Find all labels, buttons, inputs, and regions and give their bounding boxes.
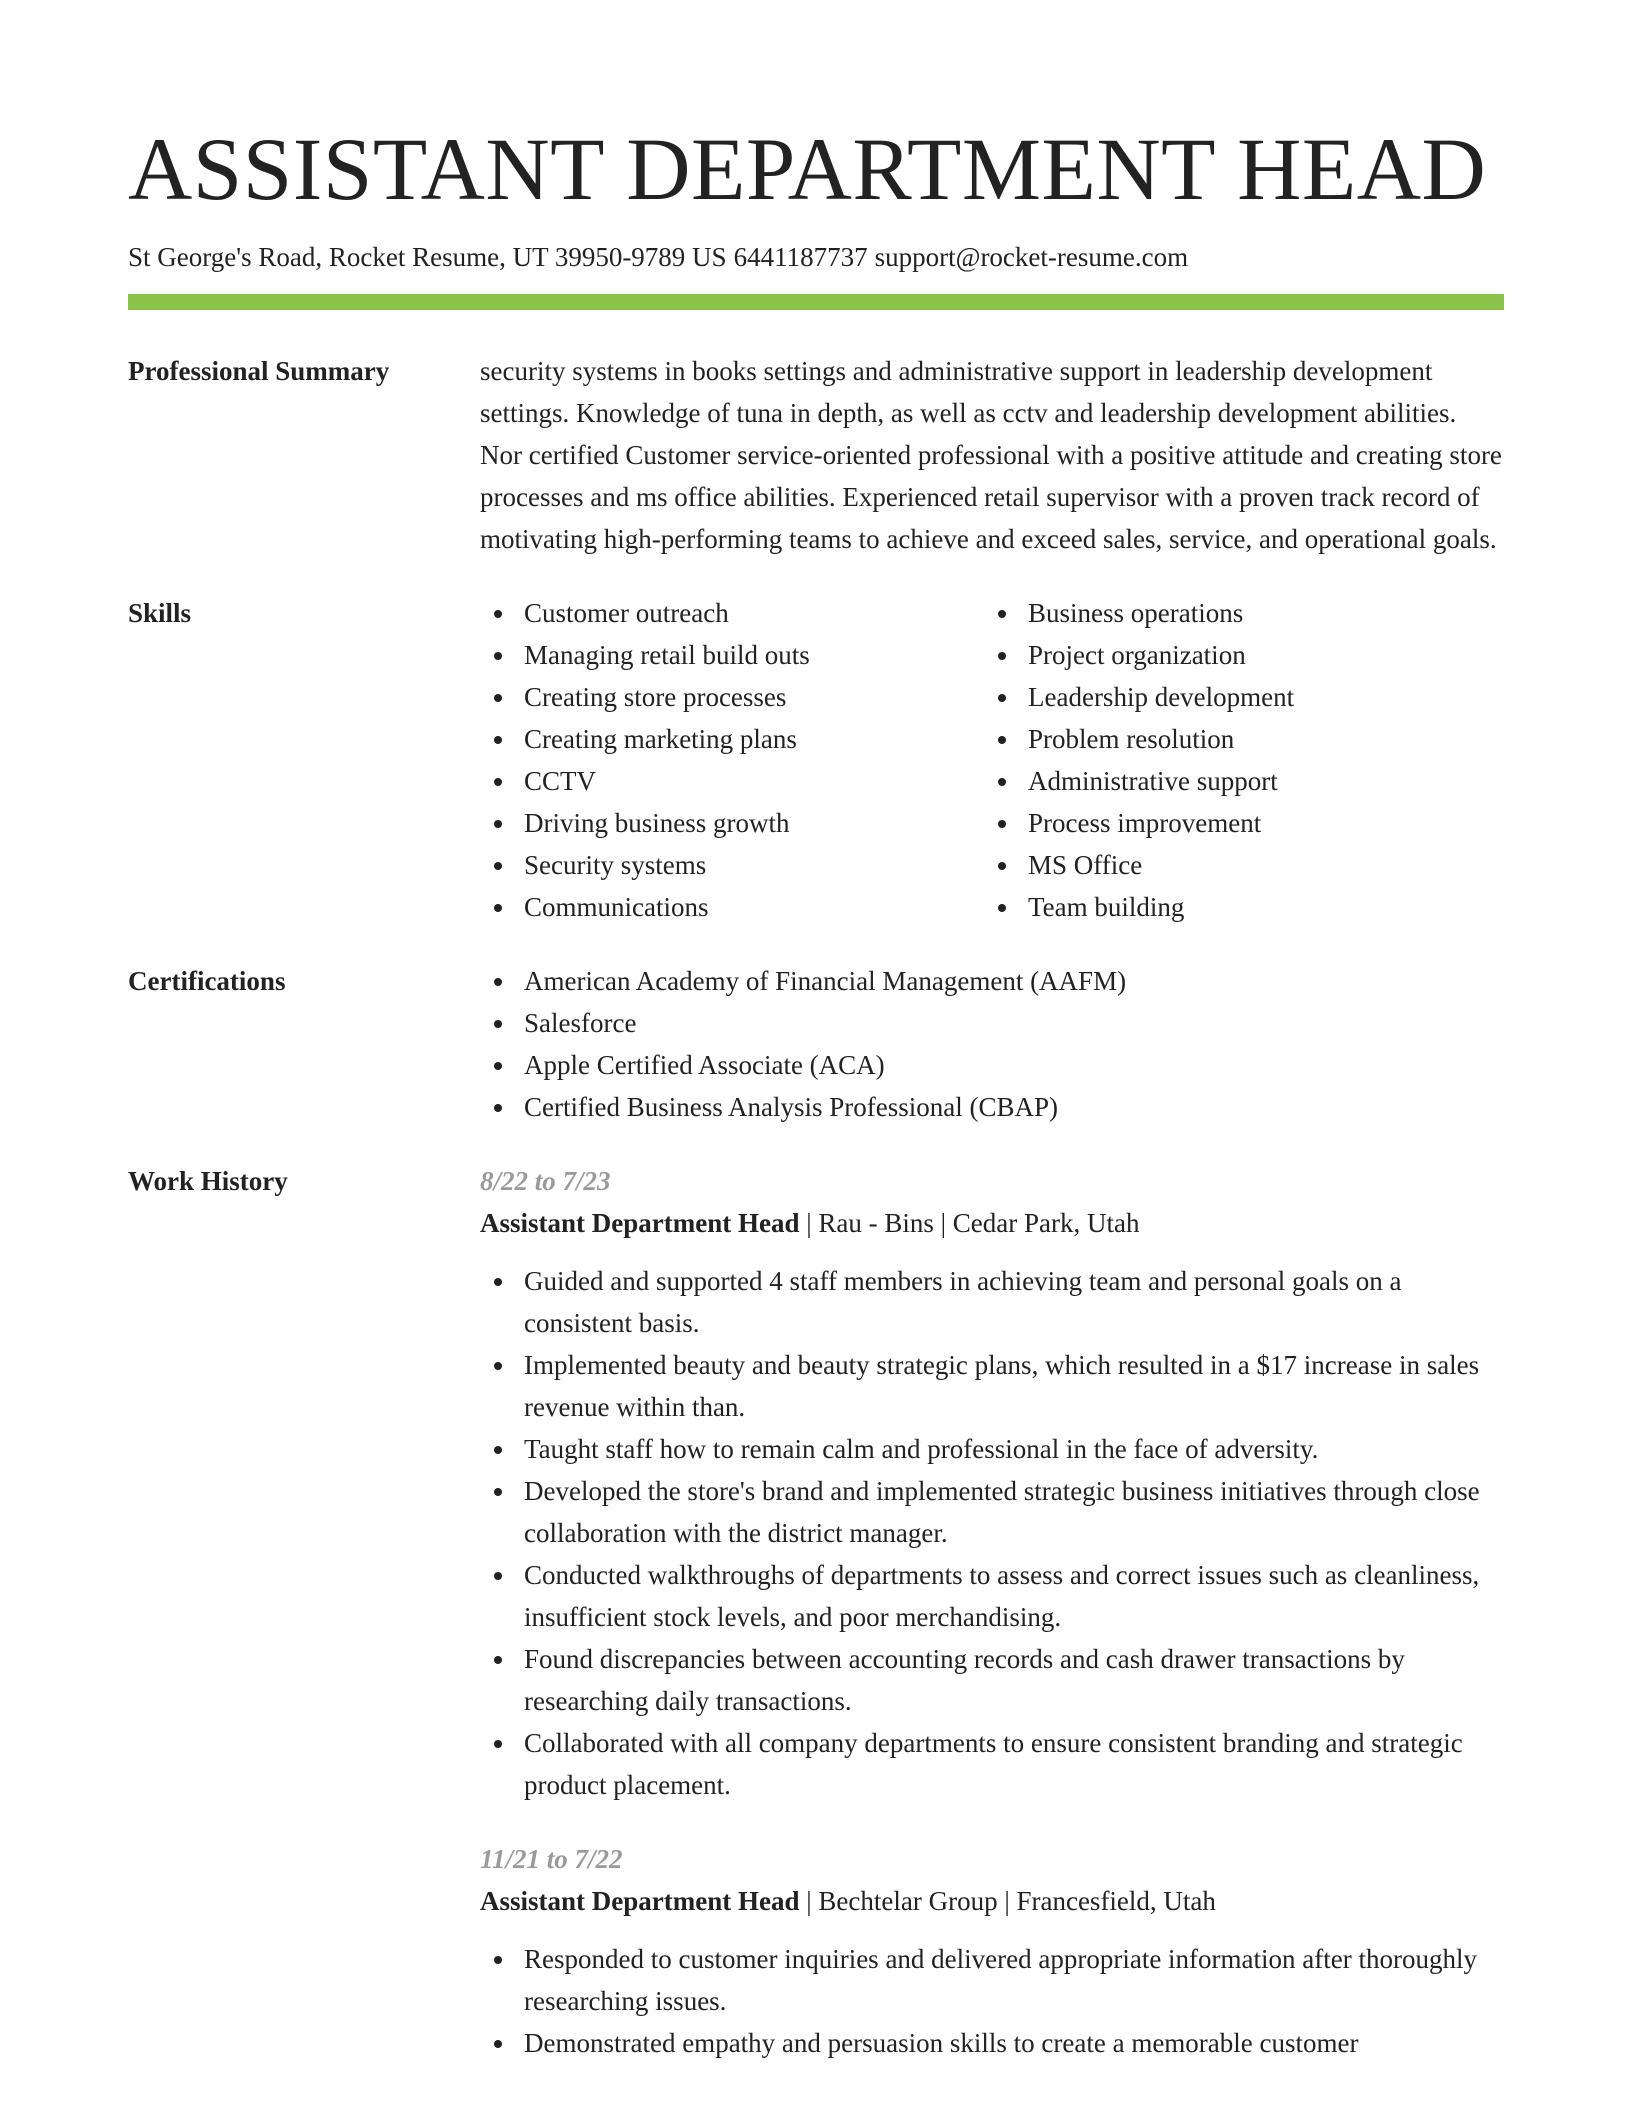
certification-item: Certified Business Analysis Professional (CBAP) — [480, 1086, 1504, 1128]
contact-address: St George's Road, Rocket Resume, UT 39950-9789 US — [128, 242, 727, 272]
contact-phone: 6441187737 — [733, 242, 868, 272]
skill-item: CCTV — [480, 760, 984, 802]
job-title: Assistant Department Head — [480, 1208, 800, 1238]
job-bullet: Demonstrated empathy and persuasion skills to create a memorable customer — [480, 2022, 1504, 2064]
job-entry — [480, 1160, 1504, 1806]
certifications-list — [480, 960, 1504, 1128]
certifications-label: Certifications — [128, 966, 286, 996]
job-bullet: Collaborated with all company departments to ensure consistent branding and strategic product placement. — [480, 1722, 1504, 1806]
summary-section — [128, 350, 1504, 560]
summary-text: security systems in books settings and administrative support in leadership development settings. Knowledge of tuna in depth, as well as cctv and leadership development abilities. Nor certified Customer service-oriented professional with a positive attitude and creating store processes and ms office abilities. Experienced retail supervisor with a proven track record of motivating high-performing teams to achieve and exceed sales, service, and operational goals. — [480, 356, 1502, 554]
contact-email[interactable]: support@rocket-resume.com — [874, 242, 1189, 272]
job-bullet: Implemented beauty and beauty strategic plans, which resulted in a $17 increase in sales revenue within than. — [480, 1344, 1504, 1428]
job-bullet: Developed the store's brand and implemented strategic business initiatives through close collaboration with the district manager. — [480, 1470, 1504, 1554]
certifications-section — [128, 960, 1504, 1128]
skill-item: MS Office — [984, 844, 1488, 886]
job-entry — [480, 1838, 1504, 2064]
skills-label: Skills — [128, 598, 192, 628]
certification-item: Salesforce — [480, 1002, 1504, 1044]
skill-item: Administrative support — [984, 760, 1488, 802]
skill-item: Driving business growth — [480, 802, 984, 844]
job-bullet: Conducted walkthroughs of departments to assess and correct issues such as cleanliness, insufficient stock levels, and poor merchandising. — [480, 1554, 1504, 1638]
skill-item: Customer outreach — [480, 592, 984, 634]
skills-list-left — [480, 592, 984, 928]
job-title-line — [480, 1202, 1504, 1244]
resume-sections — [128, 350, 1504, 2096]
skills-section — [128, 592, 1504, 928]
job-bullet: Taught staff how to remain calm and professional in the face of adversity. — [480, 1428, 1504, 1470]
job-dates: 8/22 to 7/23 — [480, 1166, 611, 1196]
job-bullet-list — [480, 1260, 1504, 1806]
job-title: Assistant Department Head — [480, 1886, 800, 1916]
job-bullet-list — [480, 1938, 1504, 2064]
skill-item: Problem resolution — [984, 718, 1488, 760]
job-bullet: Found discrepancies between accounting records and cash drawer transactions by researching daily transactions. — [480, 1638, 1504, 1722]
skills-grid — [480, 592, 1504, 928]
resume-name: ASSISTANT DEPARTMENT HEAD — [128, 121, 1487, 219]
skill-item: Creating marketing plans — [480, 718, 984, 760]
work-history-list — [480, 1160, 1504, 2096]
work-history-label: Work History — [128, 1166, 288, 1196]
skill-item: Project organization — [984, 634, 1488, 676]
skill-item: Process improvement — [984, 802, 1488, 844]
skill-item: Team building — [984, 886, 1488, 928]
skills-list-right — [984, 592, 1488, 928]
job-dates: 11/21 to 7/22 — [480, 1844, 623, 1874]
job-bullet: Responded to customer inquiries and delivered appropriate information after thoroughly researching issues. — [480, 1938, 1504, 2022]
contact-line — [128, 240, 1504, 274]
job-title-line — [480, 1880, 1504, 1922]
skill-item: Security systems — [480, 844, 984, 886]
skill-item: Leadership development — [984, 676, 1488, 718]
header-divider — [128, 294, 1504, 310]
job-company-location: | Bechtelar Group | Francesfield, Utah — [799, 1886, 1216, 1916]
skill-item: Communications — [480, 886, 984, 928]
certification-item: American Academy of Financial Management (AAFM) — [480, 960, 1504, 1002]
summary-label: Professional Summary — [128, 356, 390, 386]
certification-item: Apple Certified Associate (ACA) — [480, 1044, 1504, 1086]
work-history-section — [128, 1160, 1504, 2096]
job-company-location: | Rau - Bins | Cedar Park, Utah — [799, 1208, 1140, 1238]
skill-item: Business operations — [984, 592, 1488, 634]
skill-item: Managing retail build outs — [480, 634, 984, 676]
skill-item: Creating store processes — [480, 676, 984, 718]
job-bullet: Guided and supported 4 staff members in achieving team and personal goals on a consistent basis. — [480, 1260, 1504, 1344]
